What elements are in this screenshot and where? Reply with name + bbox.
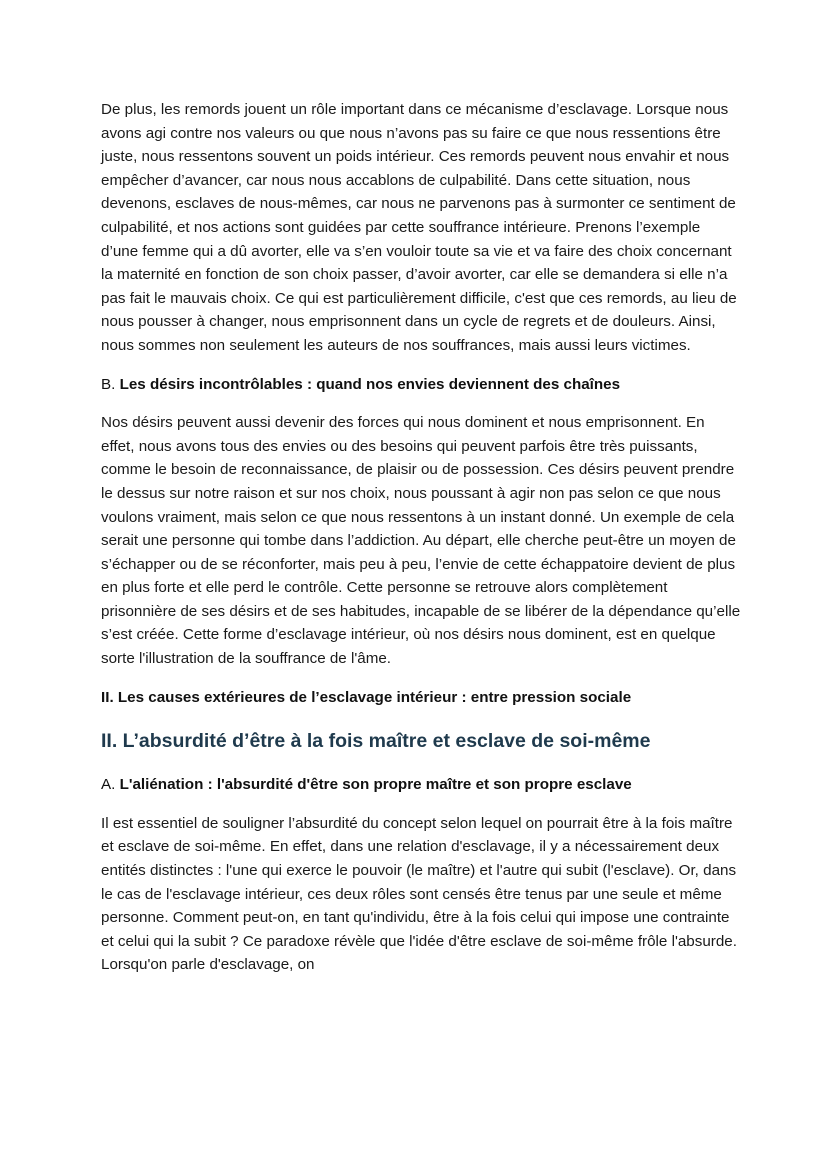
spacer — [101, 671, 741, 686]
spacer — [101, 709, 741, 728]
subheading-ii-causes — [101, 686, 741, 710]
document-page — [101, 98, 741, 977]
subheading-b-prefix: B. — [101, 375, 120, 393]
paragraph-remords: De plus, les remords jouent un rôle important dans ce mécanisme d’esclavage. Lorsque nous avons agi contre nos valeurs ou que nous n’avons pas su faire ce que nous ressentions être juste, nous ressentons souvent un poids intérieur. Ces remords peuvent nous envahir et nous empêcher d’avancer, car nous nous accablons de culpabilité. Dans cette situation, nous devenons, esclaves de nous-mêmes, car nous ne parvenons pas à surmonter ce sentiment de culpabilité, et nos actions sont guidées par cette souffrance intérieure. Prenons l’exemple d’une femme qui a dû avorter, elle va s’en vouloir toute sa vie et va faire des choix concernant la maternité en fonction de son choix passer, d’avoir avorter, car elle se demandera si elle n’a pas fait le mauvais choix. Ce qui est particulièrement difficile, c'est que ces remords, au lieu de nous pousser à changer, nous emprisonnent dans un cycle de regrets et de douleurs. Ainsi, nous sommes non seulement les auteurs de nos souffrances, mais aussi leurs victimes. — [101, 101, 737, 354]
spacer — [101, 396, 741, 411]
spacer — [101, 797, 741, 812]
section-heading-ii: II. L’absurdité d’être à la fois maître et esclave de soi-même — [101, 730, 651, 753]
subheading-a — [101, 773, 741, 797]
spacer — [101, 754, 741, 773]
subheading-a-prefix: A. — [101, 776, 120, 794]
paragraph-alienation: Il est essentiel de souligner l’absurdité du concept selon lequel on pourrait être à la fois maître et esclave de soi-même. En effet, dans une relation d'esclavage, il y a nécessairement deux entités distinctes : l'une qui exerce le pouvoir (le maître) et l'autre qui subit (l'esclave). Or, dans le cas de l'esclavage intérieur, ces deux rôles sont censés être tenus par une seule et même personne. Comment peut-on, en tant qu'individu, être à la fois celui qui impose une contrainte et celui qui la subit ? Ce paradoxe révèle que l'idée d'être esclave de soi-même frôle l'absurde. Lorsqu'on parle d'esclavage, on — [101, 814, 737, 974]
subheading-a-title: L'aliénation : l'absurdité d'être son propre maître et son propre esclave — [119, 776, 632, 794]
paragraph-desirs: Nos désirs peuvent aussi devenir des forces qui nous dominent et nous emprisonnent. En effet, nous avons tous des envies ou des besoins qui peuvent parfois être très puissants, comme le besoin de reconnaissance, de plaisir ou de possession. Ces désirs peuvent prendre le dessus sur notre raison et sur nos choix, nous poussant à agir non pas selon ce que nous voulons vraiment, mais selon ce que nous ressentons à un instant donné. Un exemple de cela serait une personne qui tombe dans l’addiction. Au départ, elle cherche peut-être un moyen de s’échapper ou de se réconforter, mais peu à peu, l’envie de cette échappatoire devient de plus en plus forte et elle perd le contrôle. Cette personne se retrouve alors complètement prisonnière de ses désirs et de ses habitudes, incapable de se libérer de la dépendance qu’elle s’est créée. Cette forme d’esclavage intérieur, où nos désirs nous dominent, est en quelque sorte l'illustration de la souffrance de l'âme. — [101, 414, 741, 668]
subheading-b — [101, 373, 741, 397]
subheading-b-title: Les désirs incontrôlables : quand nos envies deviennent des chaînes — [119, 375, 621, 393]
subheading-ii-causes-text: II. Les causes extérieures de l’esclavage intérieur : entre pression sociale — [101, 688, 632, 706]
spacer — [101, 358, 741, 373]
